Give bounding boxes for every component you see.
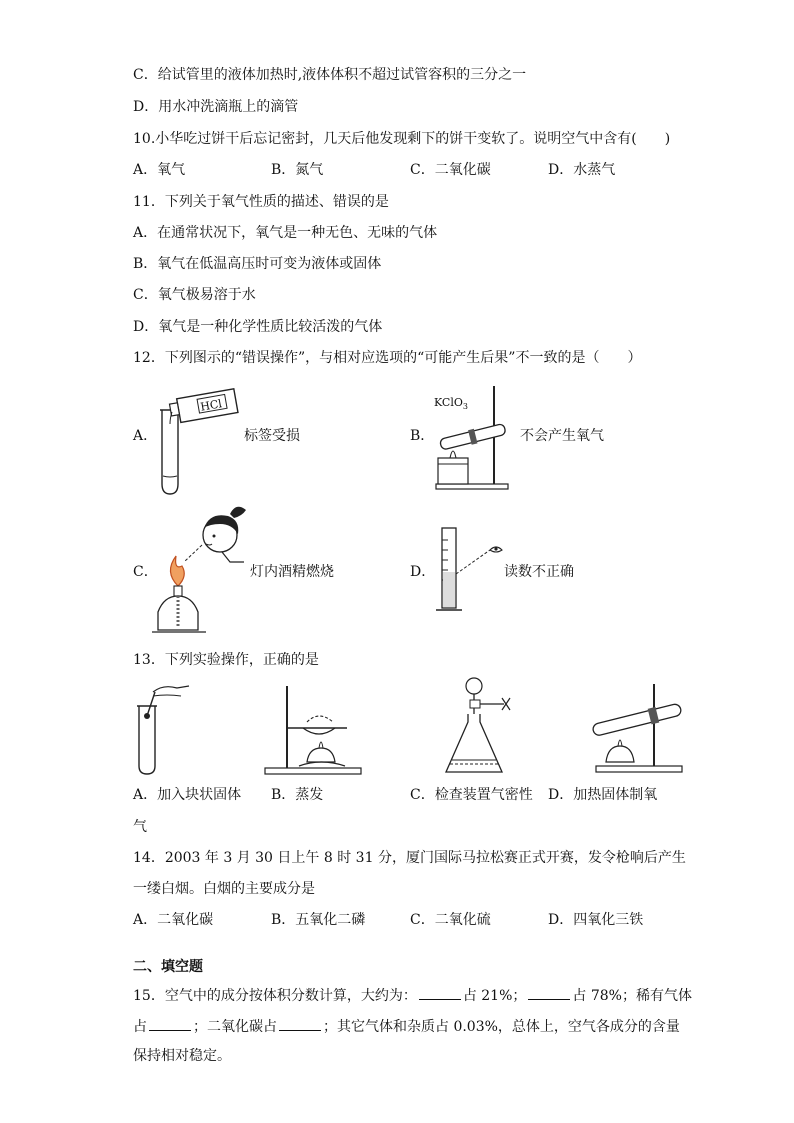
section-title: 二、填空题	[133, 959, 203, 975]
q12-figure-a	[150, 382, 240, 498]
blank-noble-gas[interactable]	[149, 1016, 191, 1031]
q13-option-a: A．加入块状固体	[133, 787, 242, 803]
q10-option-b: B．氮气	[271, 162, 324, 178]
q11-option-d: D．氧气是一种化学性质比较活泼的气体	[133, 319, 383, 335]
q15-text-1: 15．空气中的成分按体积分数计算，大约为：	[133, 988, 417, 1004]
q15-line1	[133, 985, 692, 1005]
q12-option-b-letter: B．	[410, 428, 435, 444]
q13-figure-c	[440, 676, 530, 780]
q10-stem: 10.小华吃过饼干后忘记密封，几天后他发现剩下的饼干变软了。说明空气中含有( )	[133, 131, 671, 147]
svg-text:KClO3	[434, 396, 468, 411]
q13-option-b: B．蒸发	[271, 787, 324, 803]
q11-option-b: B．氧气在低温高压时可变为液体或固体	[133, 256, 382, 272]
q13-figure-d	[586, 680, 690, 776]
q12-option-b-text: 不会产生氧气	[520, 428, 604, 444]
q12-option-c-letter: C．	[133, 564, 158, 580]
q12-option-c-text: 灯内酒精燃烧	[250, 564, 334, 580]
q14-option-c: C．二氧化硫	[410, 912, 491, 928]
blank-oxygen[interactable]	[419, 985, 461, 1000]
q11-stem: 11．下列关于氧气性质的描述、错误的是	[133, 194, 389, 210]
kclo3-subscript: 3	[462, 402, 468, 411]
kclo3-label: KClO	[434, 396, 463, 409]
blank-nitrogen[interactable]	[528, 985, 570, 1000]
q15-line2	[133, 1016, 680, 1036]
q9-option-c: C．给试管里的液体加热时,液体体积不超过试管容积的三分之一	[133, 67, 527, 83]
q13-figure-a	[133, 682, 193, 778]
q11-option-a: A．在通常状况下，氧气是一种无色、无味的气体	[133, 225, 438, 241]
q15-text-4: 占	[133, 1019, 147, 1035]
q15-line3: 保持相对稳定。	[133, 1048, 231, 1064]
q13-figure-b	[263, 682, 363, 778]
q10-option-c: C．二氧化碳	[410, 162, 491, 178]
q15-text-2: 占 21%；	[462, 988, 527, 1004]
q14-option-a: A．二氧化碳	[133, 912, 214, 928]
q13-option-d: D．加热固体制氧	[548, 787, 658, 803]
q14-option-b: B．五氧化二磷	[271, 912, 366, 928]
q11-option-c: C．氧气极易溶于水	[133, 287, 256, 303]
q13-stem: 13．下列实验操作，正确的是	[133, 652, 319, 668]
q12-figure-c	[150, 500, 250, 640]
hcl-label: HCl	[199, 397, 223, 414]
q15-text-3: 占 78%；稀有气体	[572, 988, 692, 1004]
q14-stem-line2: 一缕白烟。白烟的主要成分是	[133, 881, 315, 897]
q10-option-a: A．氧气	[133, 162, 186, 178]
blank-co2[interactable]	[279, 1016, 321, 1031]
q12-option-a-text: 标签受损	[244, 428, 300, 444]
q13-option-c: C．检查装置气密性	[410, 787, 533, 803]
q12-figure-d	[430, 522, 510, 616]
q10-option-d: D．水蒸气	[548, 162, 616, 178]
q15-text-6: ；其它气体和杂质占 0.03%，总体上，空气各成分的含量	[323, 1019, 680, 1035]
q12-option-a-letter: A．	[133, 428, 158, 444]
q13-option-d-wrap: 气	[133, 819, 147, 835]
q12-option-d-letter: D．	[410, 564, 436, 580]
q14-stem-line1: 14．2003 年 3 月 30 日上午 8 时 31 分，厦门国际马拉松赛正式开赛，发令枪响后产生	[133, 850, 686, 866]
q12-stem: 12．下列图示的“错误操作”，与相对应选项的“可能产生后果”不一致的是（ ）	[133, 350, 642, 366]
q12-option-d-text: 读数不正确	[504, 564, 574, 580]
q15-text-5: ；二氧化碳占	[193, 1019, 277, 1035]
q14-option-d: D．四氧化三铁	[548, 912, 644, 928]
q12-figure-b	[430, 382, 520, 492]
q9-option-d: D．用水冲洗滴瓶上的滴管	[133, 99, 299, 115]
